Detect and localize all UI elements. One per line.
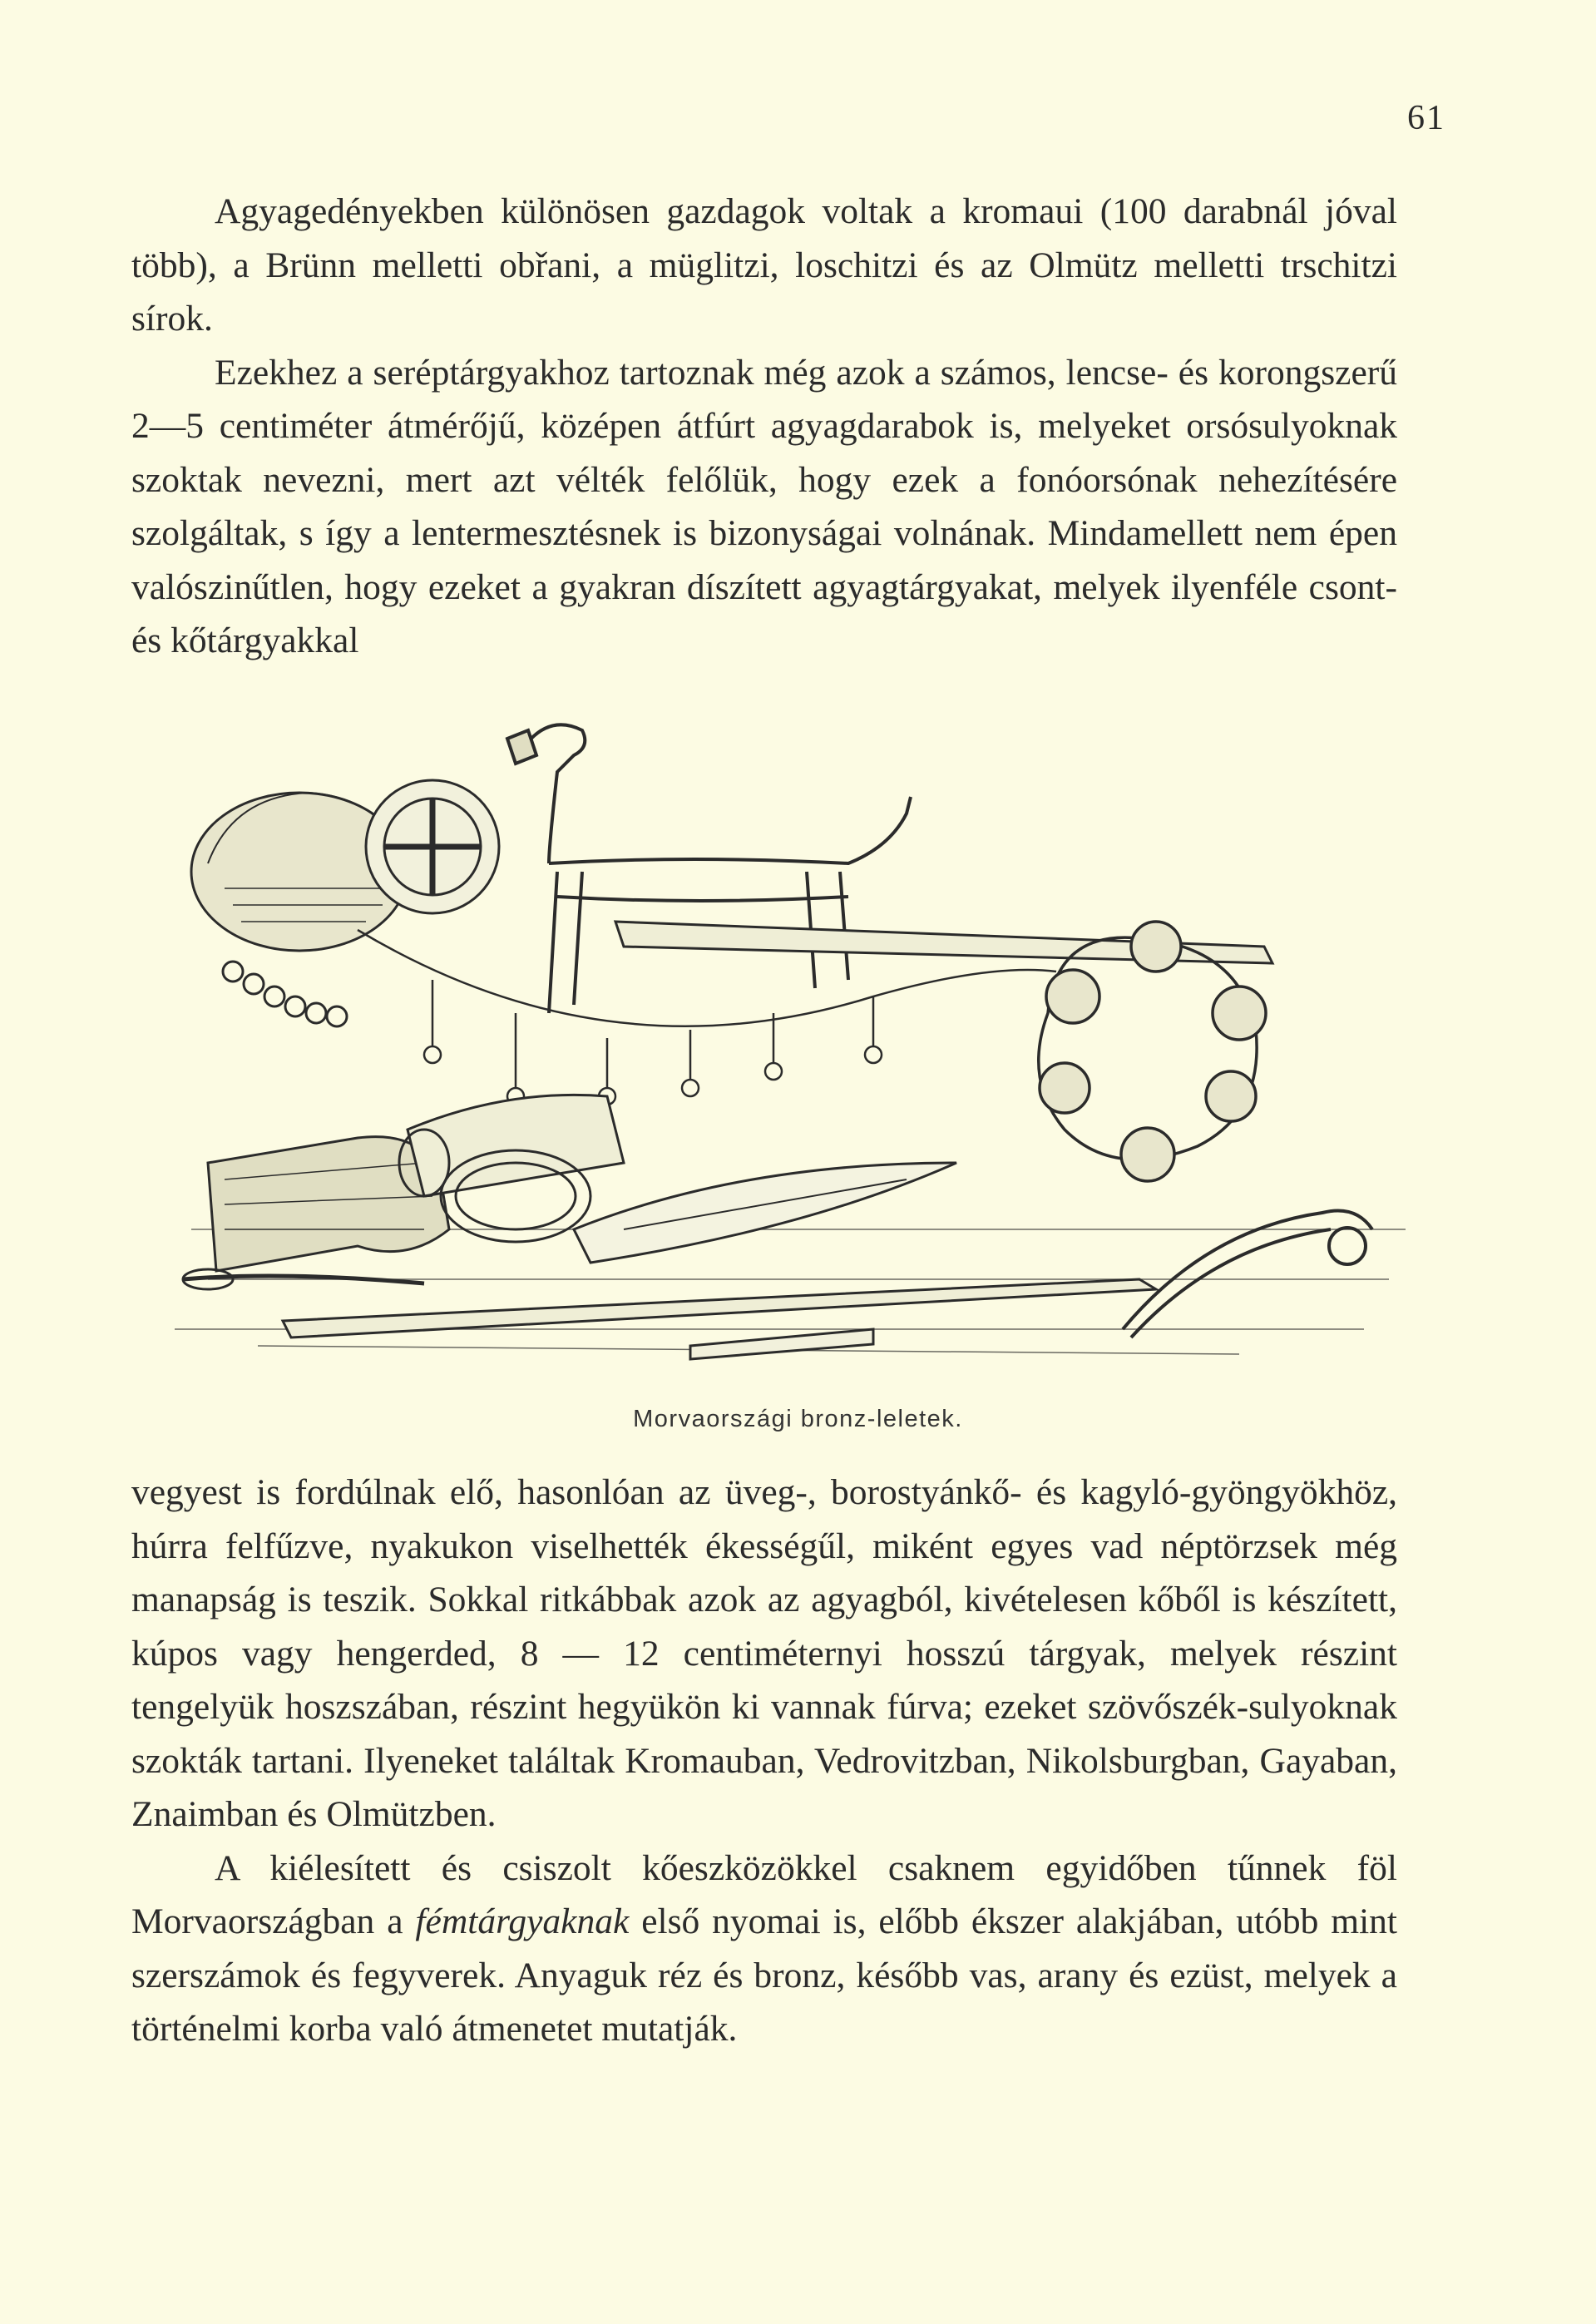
horse-figurine: [507, 724, 911, 1013]
text-block-bottom: [131, 1466, 1397, 2056]
paragraph: vegyest is fordúlnak elő, hasonlóan az üveg-, borostyánkő- és kagyló-gyöngyökhöz, húrra felfűzve, nyakukon viselhették ékességűl, miként egyes vad néptörzsek még manapság is teszik. Sokkal ritkábbak azok az agyagból, kivételesen kőből is készített, kúpos vagy hengerded, 8 — 12 centiméternyi hosszú tárgyak, melyek részint tengelyük hoszszában, részint hegyükön ki vannak fúrva; ezeket szövőszék-sulyoknak szokták tartani. Ilyeneket találtak Kromauban, Vedrovitzban, Nikolsburgban, Gayaban, Znaimban és Olmützben.: [131, 1472, 1397, 1834]
bronze-finds-illustration: [158, 697, 1430, 1396]
small-knife: [690, 1329, 873, 1359]
paragraph-with-emphasis: [131, 1842, 1397, 2056]
bead-string: [223, 962, 347, 1026]
paragraph: Ezekhez a seréptárgyakhoz tartoznak még azok a számos, lencse- és korongszerű 2—5 centiméter átmérőjű, középen átfúrt agyagdarabok is, melyeket orsósulyoknak szoktak nevezni, mert azt vélték felőlük, hogy ezek a fonóorsónak nehezítésére szolgáltak, s így a lentermesztésnek is bizonyságai volnának. Mindamellett nem épen valószinűtlen, hogy ezeket a gyakran díszített agyagtárgyakat, melyek ilyenféle csont- és kőtárgyakkal: [131, 352, 1397, 660]
wheel-pendant: [366, 780, 499, 913]
bronze-ring: [441, 1150, 590, 1242]
emphasized-term: fémtárgyaknak: [415, 1901, 630, 1941]
page-number: 61: [1407, 99, 1445, 137]
figure-caption: Morvaországi bronz-leletek.: [633, 1406, 963, 1432]
text-block-top: [131, 185, 1397, 668]
axe-head: [208, 1137, 449, 1271]
bronze-tube: [399, 1095, 624, 1196]
paragraph-part: első nyomai is, előbb ékszer alakjában, utóbb mint szerszámok és fegyverek. Anyaguk réz és bronz, később vas, arany és ezüst, melyek a történelmi korba való átmenetet mutatják.: [131, 1901, 1398, 2049]
paragraph-part: A kiélesített és csiszolt kőeszközökkel csaknem egyidőben tűnnek föl Morvaországban a: [131, 1847, 1397, 1941]
paragraph: Agyagedényekben különösen gazdagok voltak a kromaui (100 darabnál jóval több), a Brünn melletti obřani, a müglitzi, loschitzi és az Olmütz melletti trschitzi sírok.: [131, 191, 1397, 339]
spearhead: [574, 1163, 956, 1263]
